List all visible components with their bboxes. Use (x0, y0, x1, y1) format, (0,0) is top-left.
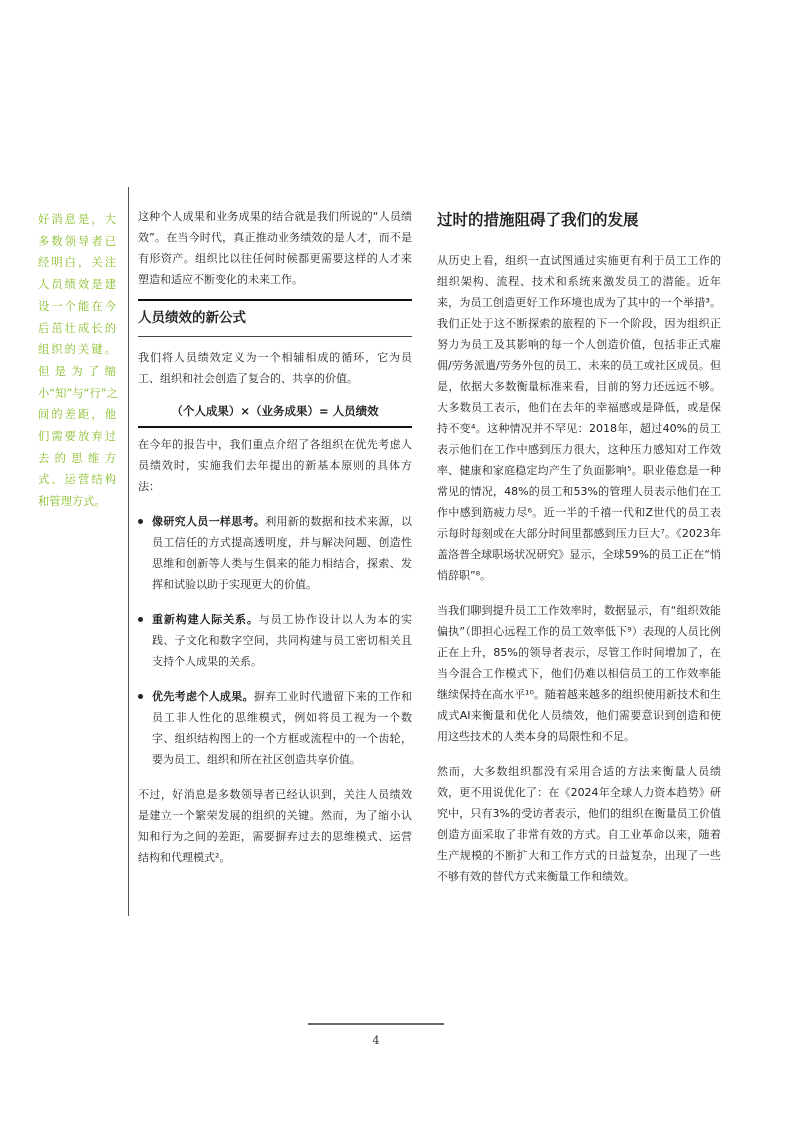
section-rule-bottom (138, 426, 412, 428)
list-item-text: 摒弃工业时代遗留下来的工作和员工非人性化的思维模式，例如将员工视为一个数字、组织结构图上的一个方框或流程中的一个齿轮，要为员工、组织和所在社区创造共享价值。 (152, 690, 413, 766)
page-number: 4 (372, 1034, 380, 1047)
intro-paragraph: 这种个人成果和业务成果的结合就是我们所说的“人员绩效”。在当今时代，真正推动业务绩效的是人才，而不是有形资产。组织比以往任何时候都更需要这样的人才来塑造和适应不断变化的未来工作。 (138, 210, 412, 286)
column-divider (128, 187, 129, 916)
list-item (138, 609, 412, 672)
formula: （个人成果）×（业务成果）= 人员绩效 (171, 404, 379, 418)
right-column (437, 206, 721, 901)
right-heading: 过时的措施阻碍了我们的发展 (437, 211, 639, 229)
list-item-title: 优先考虑个人成果。 (152, 690, 254, 703)
list-item-text: 利用新的数据和技术来源，以员工信任的方式提高透明度，并与解决问题、创造性思维和创新等人类与生俱来的能力相结合，探索、发挥和试验以助于实现更大的价值。 (152, 515, 413, 591)
report-intro-paragraph: 在今年的报告中，我们重点介绍了各组织在优先考虑人员绩效时，实施我们去年提出的新基本原则的具体方法： (138, 438, 412, 493)
body-paragraph: 然而，大多数组织都没有采用合适的方法来衡量人员绩效，更不用说优化了：在《2024年全球人力资本趋势》研究中，只有3%的受访者表示，他们的组织在衡量员工价值创造方面采取了非常有效的方式。自工业革命以来，随着生产规模的不断扩大和工作方式的日益复杂，出现了一些不够有效的替代方式来衡量工作和绩效。 (437, 765, 721, 883)
bullet-icon (138, 519, 143, 524)
definition-paragraph: 我们将人员绩效定义为一个相辅相成的循环，它为员工、组织和社会创造了复合的、共享的价值。 (138, 351, 412, 385)
list-item (138, 511, 412, 595)
body-paragraph: 当我们聊到提升员工工作效率时，数据显示，有“组织效能偏执”（即担心远程工作的员工效率低下⁹）表现的人员比例正在上升，85%的领导者表示，尽管工作时间增加了，在当今混合工作模式下，他们仍难以相信员工的工作效率能继续保持在高水平¹⁰。随着越来越多的组织使用新技术和生成式AI来衡量和优化人员绩效，他们需要意识到创造和使用这些技术的人类本身的局限性和不足。 (437, 604, 721, 743)
principles-list (138, 511, 412, 770)
pull-quote (38, 209, 116, 513)
list-item-text: 与员工协作设计以人为本的实践、子文化和数字空间，共同构建与员工密切相关且支持个人成果的关系。 (152, 613, 413, 668)
list-item-title: 像研究人员一样思考。 (152, 515, 266, 528)
closing-paragraph: 不过，好消息是多数领导者已经认识到，关注人员绩效是建立一个繁荣发展的组织的关键。然而，为了缩小认知和行为之间的差距，需要摒弃过去的思维模式、运营结构和代理模式²。 (138, 788, 412, 864)
left-column (138, 206, 412, 868)
pull-quote-text: 好消息是，大多数领导者已经明白，关注人员绩效是建设一个能在今后茁壮成长的组织的关键。但是为了缩小“知”与“行”之间的差距，他们需要放弃过去的思维方式、运营结构和管理方式。 (38, 213, 118, 509)
section-rule-mid (138, 336, 412, 337)
body-paragraph: 从历史上看，组织一直试图通过实施更有利于员工工作的组织架构、流程、技术和系统来激发员工的潜能。近年来，为员工创造更好工作环境也成为了其中的一个举措³。我们正处于这不断探索的旅程的下一个阶段，因为组织正努力为员工及其影响的每一个人创造价值，包括非正式雇佣/劳务派遣/劳务外包的员工、未来的员工或社区成员。但是，依据大多数衡量标准来看，目前的努力还远远不够。大多数员工表示，他们在去年的幸福感或是降低，或是保持不变⁴。这种情况并不罕见：2018年，超过40%的员工表示他们在工作中感到压力很大，这种压力感知对工作效率、健康和家庭稳定均产生了负面影响⁵。职业倦怠是一种常见的情况，48%的员工和53%的管理人员表示他们在工作中感到筋疲力尽⁶。近一半的千禧一代和Z世代的员工表示每时每刻或在大部分时间里都感到压力巨大⁷。《2023年盖洛普全球职场状况研究》显示，全球59%的员工正在“悄悄辞职”⁸。 (437, 254, 721, 582)
bullet-icon (138, 617, 143, 622)
section-heading: 人员绩效的新公式 (138, 310, 246, 326)
section-rule-top (138, 299, 412, 301)
list-item (138, 686, 412, 770)
list-item-title: 重新构建人际关系。 (152, 613, 259, 626)
bullet-icon (138, 694, 143, 699)
footer-rule (308, 1023, 444, 1025)
